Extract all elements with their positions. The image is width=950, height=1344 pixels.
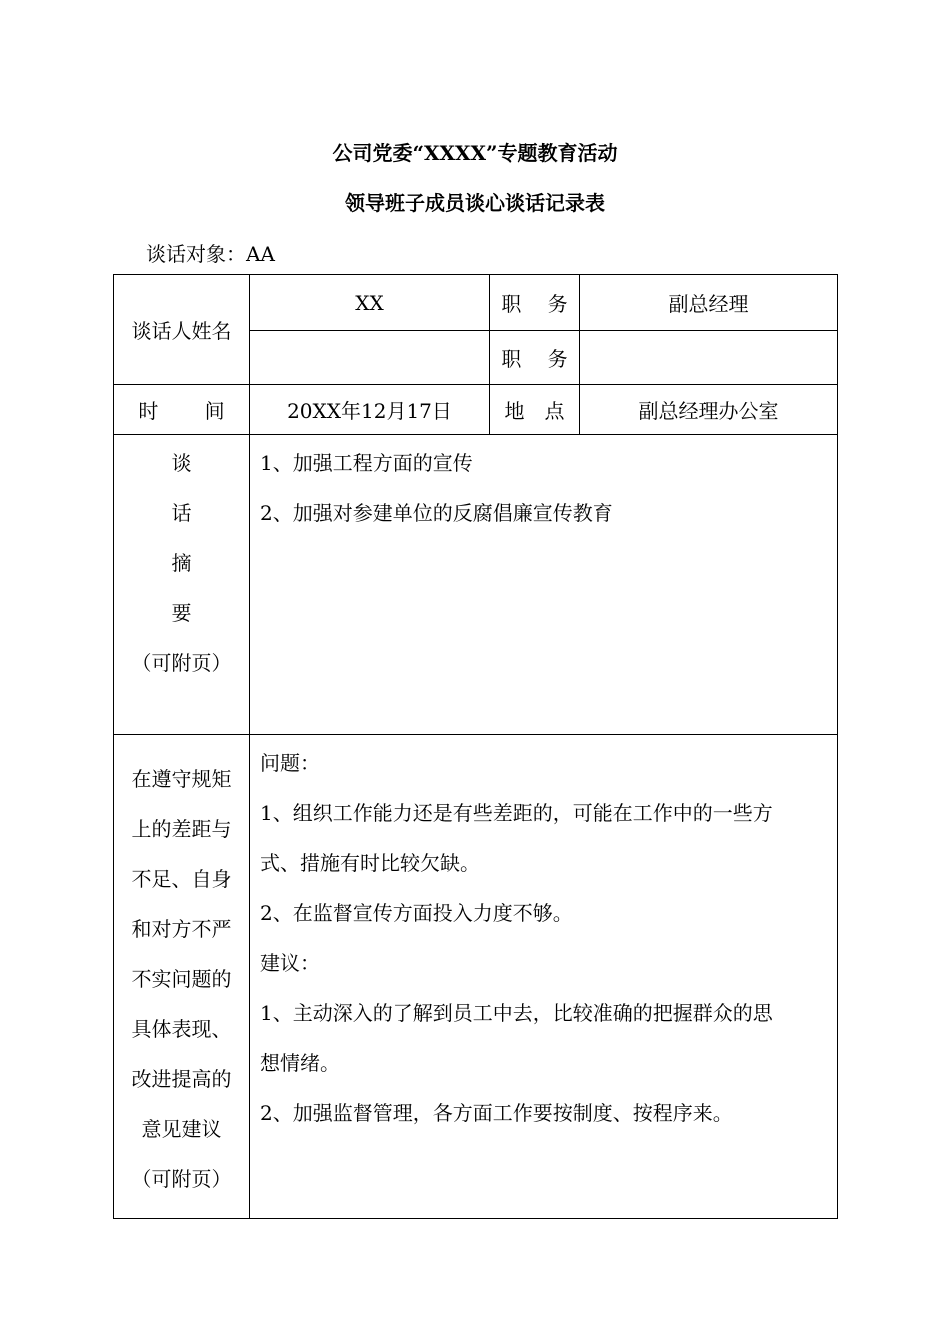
issues-label-line: 在遵守规矩: [131, 767, 232, 791]
talker1-name-cell: [250, 275, 490, 331]
time-label: 时 间: [138, 399, 225, 423]
issues-line: 1、组织工作能力还是有些差距的，可能在工作中的一些方: [260, 801, 773, 825]
issues-line: 想情绪。: [260, 1051, 340, 1075]
position-label-cell-1: [490, 275, 580, 331]
issues-line: 建议：: [260, 951, 320, 975]
record-table: [113, 274, 838, 1219]
summary-item: 1、加强工程方面的宣传: [260, 451, 473, 475]
issues-label-note: （可附页）: [131, 1167, 232, 1191]
issues-label-line: 意见建议: [141, 1117, 222, 1141]
place-value: 副总经理办公室: [638, 399, 779, 423]
document-title-line1: 公司党委“XXXX”专题教育活动: [332, 141, 618, 165]
position-label-1: 职 务: [501, 292, 568, 316]
summary-label-char: 谈: [171, 451, 192, 475]
summary-label-cell: [114, 435, 250, 735]
position-value-cell-2: [580, 331, 838, 385]
place-label-cell: [490, 385, 580, 435]
talker1-name: XX: [355, 290, 384, 315]
time-label-cell: [114, 385, 250, 435]
summary-item: 2、加强对参建单位的反腐倡廉宣传教育: [260, 501, 613, 525]
summary-label-note: （可附页）: [131, 651, 232, 675]
issues-label-line: 和对方不严: [131, 917, 232, 941]
time-value-cell: [250, 385, 490, 435]
issues-label-line: 上的差距与: [131, 817, 232, 841]
issues-line: 问题：: [260, 751, 320, 775]
summary-content-cell: [250, 435, 838, 735]
talker-label: 谈话人姓名: [131, 319, 232, 343]
issues-line: 1、主动深入的了解到员工中去，比较准确的把握群众的思: [260, 1001, 773, 1025]
document-title-line2: 领导班子成员谈心谈话记录表: [345, 191, 605, 215]
place-value-cell: [580, 385, 838, 435]
position-value-cell-1: [580, 275, 838, 331]
summary-label-char: 话: [171, 501, 192, 525]
summary-label-char: 要: [171, 601, 192, 625]
talker2-name-cell: [250, 331, 490, 385]
place-label: 地 点: [504, 399, 565, 423]
issues-label-line: 改进提高的: [131, 1067, 232, 1091]
position-label-2: 职 务: [501, 347, 568, 371]
issues-content-cell: [250, 735, 838, 1219]
position-value-1: 副总经理: [668, 292, 749, 316]
talk-subject: 谈话对象：AA: [146, 242, 275, 266]
issues-line: 式、措施有时比较欠缺。: [260, 851, 480, 875]
position-label-cell-2: [490, 331, 580, 385]
issues-label-cell: [114, 735, 250, 1219]
talker-label-cell: [114, 275, 250, 385]
issues-label-line: 具体表现、: [131, 1017, 232, 1041]
issues-label-line: 不足、自身: [131, 867, 232, 891]
issues-line: 2、在监督宣传方面投入力度不够。: [260, 901, 573, 925]
time-value: 20XX年12月17日: [287, 399, 452, 423]
issues-line: 2、加强监督管理，各方面工作要按制度、按程序来。: [260, 1101, 733, 1125]
issues-label-line: 不实问题的: [131, 967, 232, 991]
summary-label-char: 摘: [171, 551, 192, 575]
